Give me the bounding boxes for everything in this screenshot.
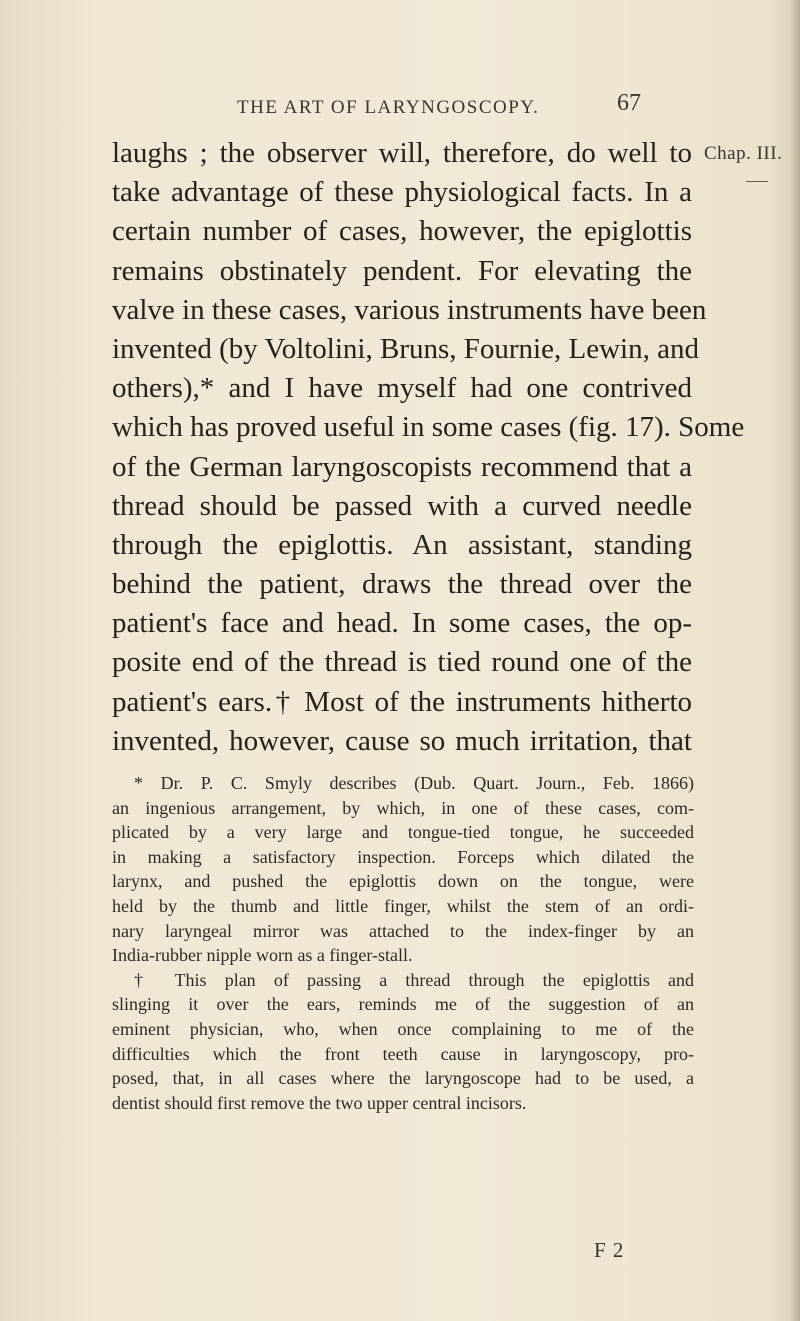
body-line: which has proved useful in some cases (fig. 17). Some — [112, 411, 745, 444]
footnote-line: difficulties which the front teeth cause in laryngoscopy, pro- — [112, 1043, 694, 1064]
footnote-line: India-rubber nipple worn as a finger-stall. — [112, 945, 413, 966]
footnote-line: eminent physician, who, when once complaining to me of the — [112, 1018, 694, 1039]
body-line: certain number of cases, however, the epiglottis — [112, 215, 692, 248]
body-line: patient's ears.† Most of the instruments hitherto — [112, 685, 692, 718]
footnote-line: held by the thumb and little finger, whilst the stem of an ordi- — [112, 895, 694, 916]
signature-mark: F 2 — [594, 1238, 625, 1262]
body-line: through the epiglottis. An assistant, standing — [112, 528, 692, 561]
footnote-line: plicated by a very large and tongue-tied tongue, he succeeded — [112, 822, 694, 843]
body-line: laughs ; the observer will, therefore, do well to — [112, 137, 692, 169]
body-line: of the German laryngoscopists recommend that a — [112, 450, 692, 483]
body-line: valve in these cases, various instruments have been — [112, 293, 707, 326]
body-line: invented, however, cause so much irritation, that — [112, 724, 692, 757]
footnotes — [112, 771, 694, 1115]
body-line: thread should be passed with a curved needle — [112, 489, 692, 522]
footnote-line: posed, that, in all cases where the laryngoscope had to be used, a — [112, 1068, 694, 1089]
body-line: remains obstinately pendent. For elevating the — [112, 254, 692, 287]
page-edge-shadow — [790, 0, 800, 1321]
body-line: invented (by Voltolini, Bruns, Fournie, Lewin, and — [112, 332, 699, 365]
body-line: posite end of the thread is tied round one of the — [112, 646, 692, 679]
body-line: take advantage of these physiological facts. In a — [112, 176, 692, 209]
footnote-line: slinging it over the ears, reminds me of the suggestion of an — [112, 994, 694, 1015]
footnote-line: in making a satisfactory inspection. Forceps which dilated the — [112, 846, 694, 867]
chapter-label: Chap. III. — [704, 143, 783, 164]
running-head: THE ART OF LARYNGOSCOPY. — [237, 97, 540, 118]
footnote-line: nary laryngeal mirror was attached to the index-finger by an — [112, 920, 694, 941]
footnote-line: * Dr. P. C. Smyly describes (Dub. Quart. Journ., Feb. 1866) — [134, 773, 694, 793]
chapter-rule — [746, 181, 768, 182]
footnote-line: † This plan of passing a thread through the epiglottis and — [134, 969, 694, 990]
body-line: others),* and I have myself had one contrived — [112, 372, 692, 405]
footnote-line: larynx, and pushed the epiglottis down on the tongue, were — [112, 871, 694, 892]
footnote-line: an ingenious arrangement, by which, in one of these cases, com- — [112, 797, 694, 818]
footnote-line: dentist should first remove the two upper central incisors. — [112, 1092, 527, 1113]
body-line: patient's face and head. In some cases, the op- — [112, 607, 692, 640]
body-line: behind the patient, draws the thread over the — [112, 568, 692, 601]
page-number: 67 — [617, 90, 641, 116]
